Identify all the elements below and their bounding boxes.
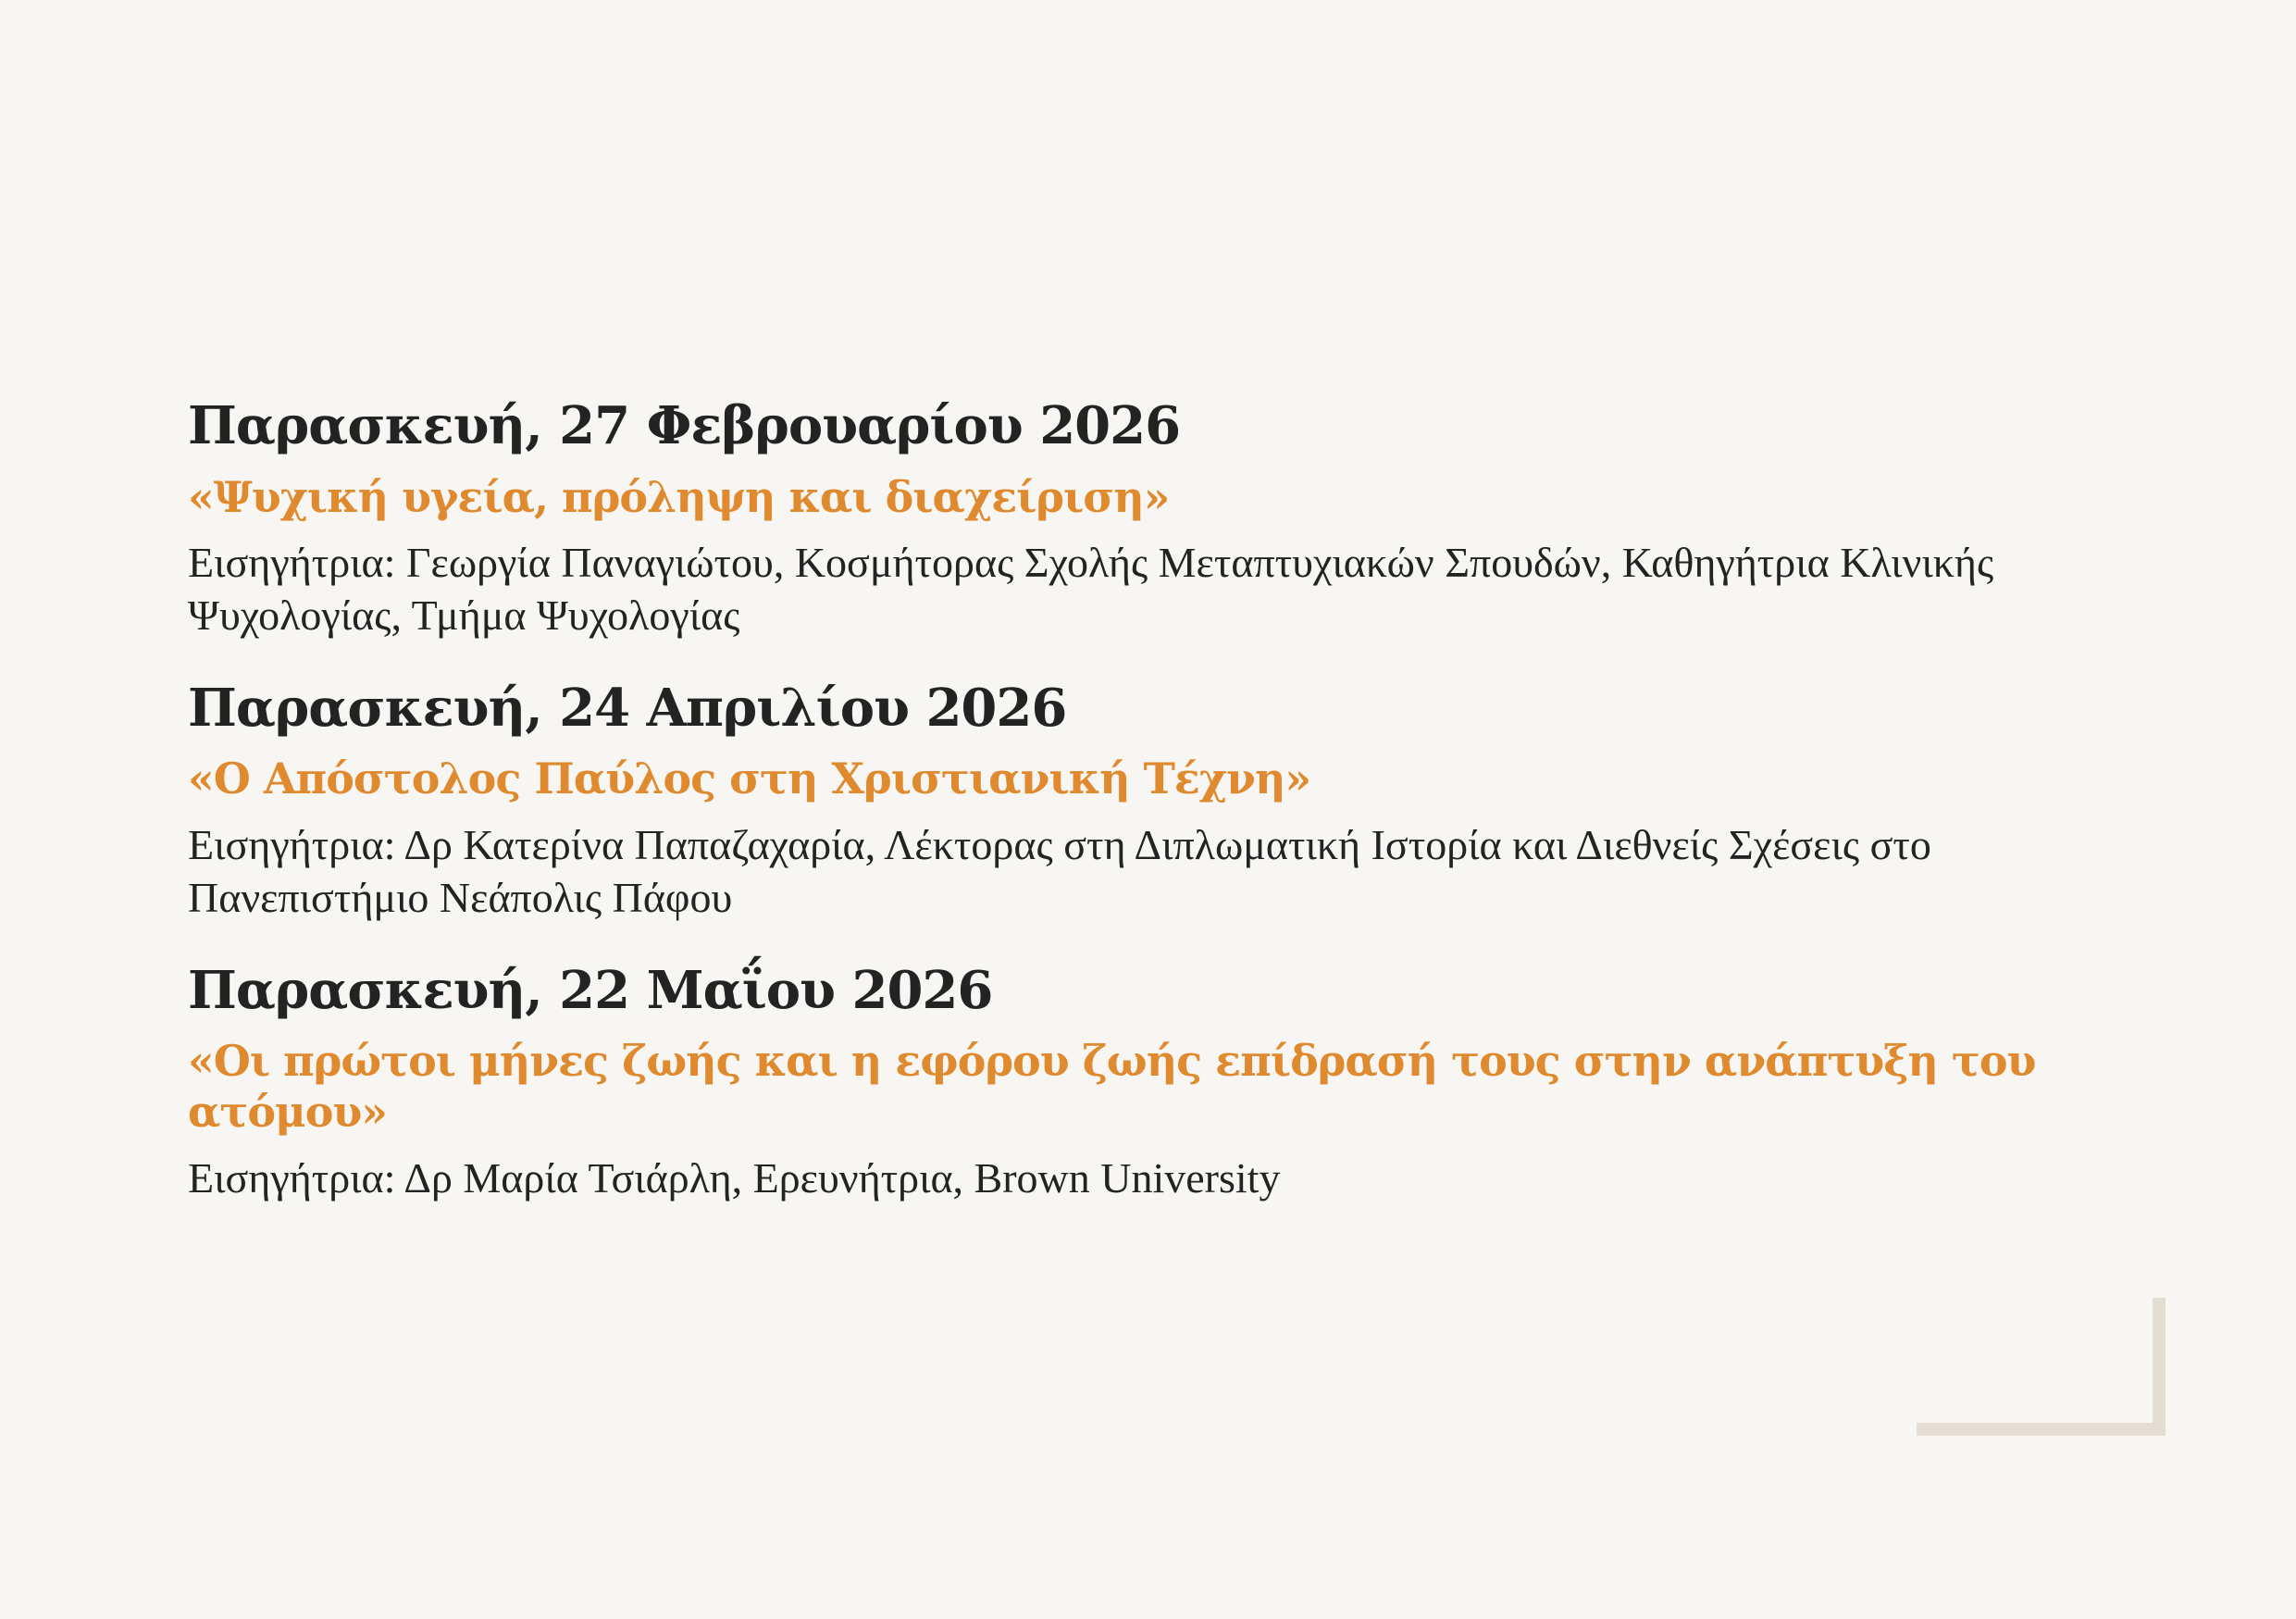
event-title: «Ψυχική υγεία, πρόληψη και διαχείριση» <box>188 471 1170 522</box>
event-date: Παρασκευή, 22 Μαΐου 2026 <box>188 959 993 1021</box>
event-item <box>188 395 2131 641</box>
event-title: «Οι πρώτοι μήνες ζωής και η εφόρου ζωής επίδρασή τους στην ανάπτυξη του ατόμου» <box>188 1036 2036 1138</box>
event-date: Παρασκευή, 27 Φεβρουαρίου 2026 <box>188 395 1181 456</box>
event-title: «Ο Απόστολος Παύλος στη Χριστιανική Τέχνη» <box>188 753 1311 804</box>
event-speaker: Εισηγήτρια: Δρ Μαρία Τσιάρλη, Ερευνήτρια, Brown University <box>188 1153 1281 1202</box>
corner-decoration <box>1917 1298 2166 1436</box>
event-item <box>188 677 2131 924</box>
event-speaker: Εισηγήτρια: Γεωργία Παναγιώτου, Κοσμήτορας Σχολής Μεταπτυχιακών Σπουδών, Καθηγήτρια Κλινικής Ψυχολογίας, Τμήμα Ψυχολογίας <box>188 538 1994 639</box>
event-speaker: Εισηγήτρια: Δρ Κατερίνα Παπαζαχαρία, Λέκτορας στη Διπλωματική Ιστορία και Διεθνείς Σχέσεις στο Πανεπιστήμιο Νεάπολις Πάφου <box>188 820 1931 921</box>
event-item <box>188 959 2131 1204</box>
event-date: Παρασκευή, 24 Απριλίου 2026 <box>188 677 1067 739</box>
event-list <box>188 395 2131 1204</box>
